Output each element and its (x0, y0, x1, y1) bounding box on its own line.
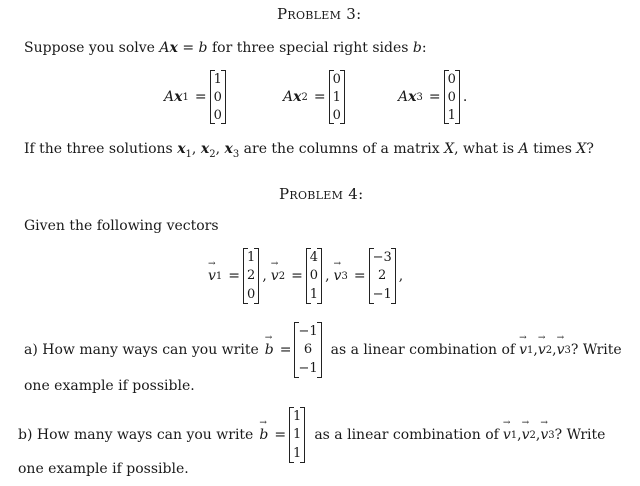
problem4-intro: Given the following vectors (24, 218, 219, 234)
problem3-title: Problem 3: (277, 5, 362, 23)
vector-v1: 1 2 0 (243, 248, 259, 304)
matrix-e2: 0 1 0 (329, 70, 345, 124)
problem3-question: If the three solutions $x_1$, $x_2$, $x_3$ are the columns of a matrix X, what is A times X? (24, 141, 594, 160)
problem3-equation-2: A x 2 = 0 1 0 (283, 68, 348, 126)
part-a-statement: a) How many ways can you write b → = −1 6 −1 as a linear combination of v → 1 , v → 2 , v → 3 ? Write (24, 320, 622, 380)
part-b-line2: one example if possible. (18, 461, 189, 477)
vector-b-a: −1 6 −1 (294, 322, 321, 378)
vector-v2: 4 0 1 (306, 248, 322, 304)
vectors-definition: v → 1 = 1 2 0 , v → 2 = 4 0 1 , v → 3 = −3 2 −1 , (208, 245, 403, 307)
matrix-e3: 0 0 1 (444, 70, 460, 124)
problem4-title: Problem 4: (279, 185, 364, 203)
problem3-equation-1: A x 1 = 1 0 0 (164, 68, 229, 126)
vector-v3: −3 2 −1 (369, 248, 396, 304)
matrix-e1: 1 0 0 (210, 70, 226, 124)
problem3-intro: Suppose you solve Ax = b for three special right sides b: (24, 40, 427, 56)
part-b-statement: b) How many ways can you write b → = 1 1 1 as a linear combination of v → 1 , v → 2 , v → 3 ? Write (18, 405, 605, 465)
vector-b-b: 1 1 1 (289, 407, 305, 463)
part-a-line2: one example if possible. (24, 378, 195, 394)
problem3-equation-3: A x 3 = 0 0 1 . (398, 71, 468, 123)
